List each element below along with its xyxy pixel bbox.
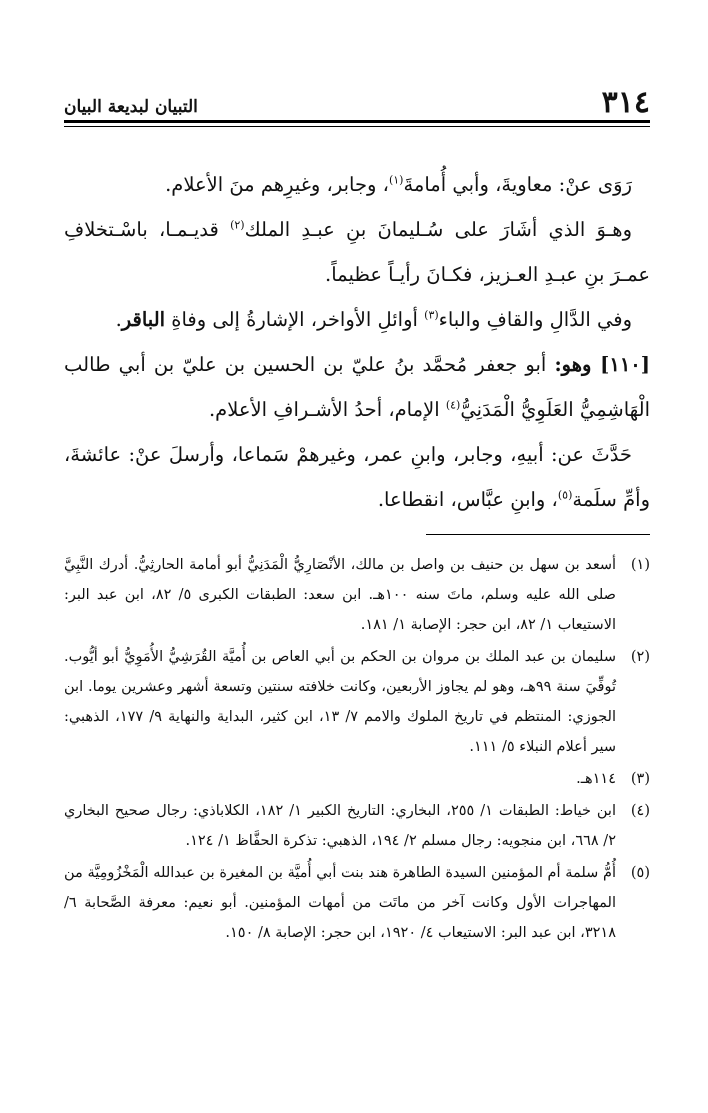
footnote-1 (64, 550, 650, 640)
name-al-baqir: الباقر (121, 308, 166, 331)
footnote-ref-2[interactable]: (٢) (230, 218, 245, 232)
footnote-number: (٣) (630, 771, 650, 787)
paragraph-death-hint: وفي الدَّالِ والقافِ والباء$^{(٣)}$ أوائلِ الأواخر، الإشارةُ إلى وفاةِ الباقر. (115, 308, 632, 331)
footnote-separator (426, 534, 650, 535)
footnote-4 (64, 796, 650, 856)
paragraph-narrators: رَوَى عنْ: معاويةَ، وأبي أُمامةَ$^{(١)}$، وجابر، وغيرِهم منَ الأعلام. (165, 173, 632, 196)
footnote-ref-4[interactable]: (٤) (445, 398, 461, 412)
page-header (64, 78, 650, 118)
footnote-number: (٤) (630, 803, 650, 819)
footnote-text: سليمان بن عبد الملك بن مروان بن الحكم بن أبي العاص بن أُميَّة القُرَشِيُّ الأُمَوِيُّ أبو أيُّوب. تُوفِّيَ سنة ٩٩هـ، وهو لم يجاوز الأربعين، وكانت خلافته سنتين وتسعة أشهر وعشرين يوما. ابن الجوزي: المنتظم في تاريخ الملوك والامم ٧/ ١٣، ابن كثير، البداية والنهاية ٩/ ١٧٧، الذهبي: سير أعلام النبلاء ٥/ ١١١. (64, 649, 616, 755)
footnote-number: (١) (630, 557, 650, 573)
header-rule-thick (64, 120, 650, 123)
running-title: التبيان لبديعة البيان (64, 97, 198, 117)
footnote-text: أسعد بن سهل بن حنيف بن واصل بن مالك، الأنْصَارِيُّ الْمَدَنِيُّ أبو أمامة الحارثِيُّ. أدرك النَّبِيَّ صلى الله عليه وسلم، ماتَ سنه ١٠٠هـ. ابن سعد: الطبقات الكبرى ٥/ ٨٢، ابن عبد البر: الاستيعاب ١/ ٨٢، ابن حجر: الإصابة ١/ ١٨١. (64, 557, 616, 633)
footnote-number: (٥) (630, 865, 650, 881)
footnote-text: ابن خياط: الطبقات ١/ ٢٥٥، البخاري: التاريخ الكبير ١/ ١٨٢، الكلاباذي: رجال صحيح البخاري ٢/ ٦٦٨، ابن منجويه: رجال مسلم ٢/ ١٩٤، الذهبي: تذكرة الحفَّاظ ١/ ١٢٤. (64, 803, 616, 849)
paragraph-entry-110: [١١٠] وهو: أبو جعفر مُحمَّد بنُ عليّ بن الحسين بن عليّ بن أبي طالب الْهَاشِمِيُّ العَلَوِيُّ الْمَدَنِيُّ$^{(٤)}$ الإمام، أحدُ الأشـرافِ الأعلام. (64, 353, 651, 421)
footnote-ref-3[interactable]: (٣) (424, 308, 439, 322)
page-number: ٣١٤ (601, 85, 650, 120)
footnote-3 (64, 764, 650, 794)
entry-lead: وهو: (554, 353, 601, 376)
entry-number: [١١٠] (600, 353, 651, 376)
footnote-text: أُمُّ سلمة أم المؤمنين السيدة الطاهرة هند بنت أبي أُميَّة بن المغيرة بن عبدالله الْمَخْزُومِيَّة من المهاجرات الأول وكانت آخر من ماتَت من أمهات المؤمنين. أبو نعيم: معرفة الصَّحابة ٦/ ٣٢١٨، ابن عبد البر: الاستيعاب ٤/ ١٩٢٠، ابن حجر: الإصابة ٨/ ١٥٠. (64, 865, 616, 941)
footnote-2 (64, 642, 650, 762)
footnote-text: ١١٤هـ. (576, 771, 616, 787)
header-rule-thin (64, 126, 650, 127)
footnote-number: (٢) (630, 649, 650, 665)
footnote-5 (64, 858, 650, 948)
footnote-ref-1[interactable]: (١) (388, 173, 404, 187)
main-text (64, 162, 650, 522)
footnotes (64, 550, 650, 950)
paragraph-advice: وهـوَ الذي أشَارَ على سُـليمانَ بنِ عبـدِ الملك$^{(٢)}$ قديـمـا، باسْـتخلافِ عمـرَ بنِ عبـدِ العـزيز، فكـانَ رأيـاً عظيماً. (64, 218, 650, 286)
paragraph-narrated-from: حَدَّثَ عن: أبيهِ، وجابر، وابنِ عمر، وغيرهمْ سَماعا، وأرسلَ عنْ: عائشةَ، وأمِّ سلَمة$^{(٥)}$، وابنِ عبَّاس، انقطاعا. (64, 443, 650, 511)
footnote-ref-5[interactable]: (٥) (557, 488, 573, 502)
